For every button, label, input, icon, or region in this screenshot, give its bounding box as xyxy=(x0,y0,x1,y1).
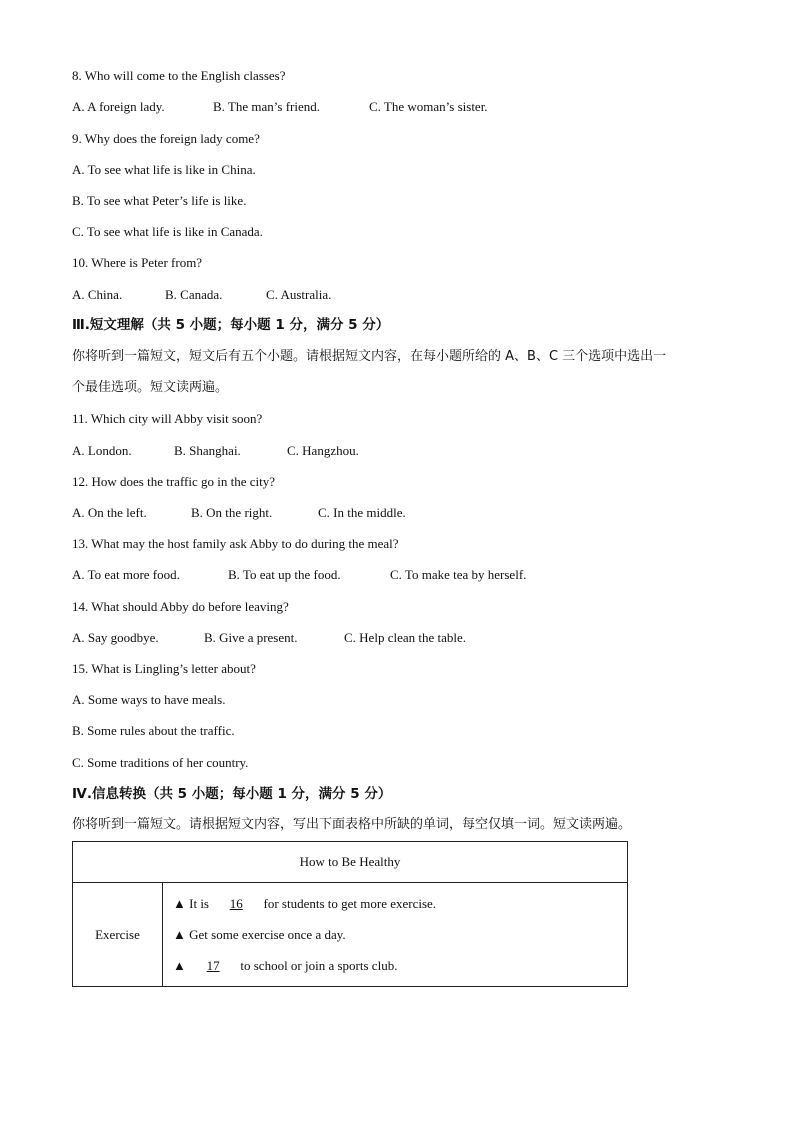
question-15: 15. What is Lingling’s letter about? xyxy=(72,661,256,676)
line2-text: Get some exercise once a day. xyxy=(189,927,346,942)
bullet-icon: ▲ xyxy=(173,958,186,973)
question-10: 10. Where is Peter from? xyxy=(72,255,203,270)
option-13a: A. To eat more food. xyxy=(72,567,180,582)
section-instruction-3-line2: 个最佳选项。短文读两遍。 xyxy=(72,380,229,395)
question-11: 11. Which city will Abby visit soon? xyxy=(72,411,263,426)
question-8: 8. Who will come to the English classes? xyxy=(72,68,286,83)
option-10c: C. Australia. xyxy=(266,287,332,302)
option-15b: B. Some rules about the traffic. xyxy=(72,723,235,738)
option-8b: B. The man’s friend. xyxy=(213,99,320,114)
table-title: How to Be Healthy xyxy=(73,842,628,883)
section-heading-4: Ⅳ.信息转换（共 5 小题；每小题 1 分，满分 5 分） xyxy=(72,786,392,802)
options-8 xyxy=(72,99,488,115)
table-line-2 xyxy=(173,919,627,950)
option-14c: C. Help clean the table. xyxy=(344,630,467,645)
option-14b: B. Give a present. xyxy=(204,630,298,645)
option-11c: C. Hangzhou. xyxy=(287,443,359,458)
option-10b: B. Canada. xyxy=(165,287,223,302)
section-heading-3: Ⅲ.短文理解（共 5 小题；每小题 1 分，满分 5 分） xyxy=(72,317,390,333)
info-table xyxy=(72,841,628,987)
option-12c: C. In the middle. xyxy=(318,505,406,520)
table-line-3 xyxy=(173,950,627,981)
section-instruction-3-line1: 你将听到一篇短文，短文后有五个小题。请根据短文内容，在每小题所给的 A、B、C 三个选项中选出一 xyxy=(72,349,667,364)
option-13b: B. To eat up the food. xyxy=(228,567,341,582)
blank-16: 16 xyxy=(229,896,243,911)
table-line-1 xyxy=(173,888,627,919)
options-10 xyxy=(72,287,331,303)
options-12 xyxy=(72,505,406,521)
options-13 xyxy=(72,567,526,583)
option-10a: A. China. xyxy=(72,287,123,302)
option-8c: C. The woman’s sister. xyxy=(369,99,488,114)
question-12: 12. How does the traffic go in the city? xyxy=(72,474,276,489)
question-9: 9. Why does the foreign lady come? xyxy=(72,131,260,146)
options-11 xyxy=(72,443,359,459)
option-11b: B. Shanghai. xyxy=(174,443,241,458)
option-13c: C. To make tea by herself. xyxy=(390,567,527,582)
options-14 xyxy=(72,630,466,646)
question-14: 14. What should Abby do before leaving? xyxy=(72,599,289,614)
bullet-icon: ▲ xyxy=(173,927,186,942)
line1-pre: It is xyxy=(189,896,209,911)
option-11a: A. London. xyxy=(72,443,132,458)
option-15c: C. Some traditions of her country. xyxy=(72,755,249,770)
option-9a: A. To see what life is like in China. xyxy=(72,162,256,177)
option-12b: B. On the right. xyxy=(191,505,273,520)
blank-17: 17 xyxy=(206,958,220,973)
table-row-content xyxy=(163,883,628,987)
section-instruction-4: 你将听到一篇短文。请根据短文内容，写出下面表格中所缺的单词，每空仅填一词。短文读两遍。 xyxy=(72,817,632,832)
line1-post: for students to get more exercise. xyxy=(263,896,437,911)
option-9b: B. To see what Peter’s life is like. xyxy=(72,193,247,208)
question-13: 13. What may the host family ask Abby to do during the meal? xyxy=(72,536,399,551)
option-14a: A. Say goodbye. xyxy=(72,630,159,645)
table-row-label: Exercise xyxy=(73,883,163,987)
option-15a: A. Some ways to have meals. xyxy=(72,692,226,707)
option-9c: C. To see what life is like in Canada. xyxy=(72,224,263,239)
line3-post: to school or join a sports club. xyxy=(240,958,398,973)
bullet-icon: ▲ xyxy=(173,896,186,911)
option-12a: A. On the left. xyxy=(72,505,147,520)
option-8a: A. A foreign lady. xyxy=(72,99,165,114)
